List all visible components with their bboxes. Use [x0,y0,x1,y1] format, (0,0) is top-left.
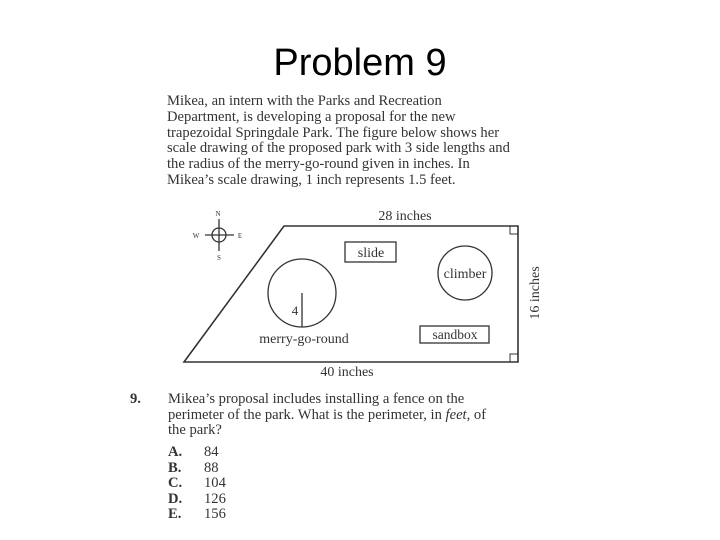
compass-west-label: W [192,232,200,240]
right-angle-marker [510,354,518,362]
choice-value: 88 [204,459,219,476]
question-line [149,423,535,439]
merry-go-round-label: merry-go-round [259,332,349,347]
page-title: Problem 9 [273,42,447,84]
choice-value: 126 [204,490,226,507]
top-length-label: 28 inches [378,209,432,224]
sandbox-label: sandbox [432,327,478,342]
choice-value: 156 [204,506,226,523]
compass-south-label: S [217,254,221,262]
question-line-text: the park? [168,422,222,439]
intro-line: Department, is developing a proposal for the new [167,108,456,125]
intro-line: Mikea’s scale drawing, 1 inch represents 1.5 feet. [167,171,456,188]
question-text [130,391,535,439]
question-emphasis: feet [445,406,467,423]
bottom-length-label: 40 inches [320,365,374,380]
question-line-text: Mikea’s proposal includes installing a fence on the [168,391,465,407]
right-angle-marker [510,226,518,234]
question-line-text: perimeter of the park. What is the perimeter, in [168,406,446,423]
intro-line: the radius of the merry-go-round given in inches. In [167,156,470,173]
radius-label: 4 [291,303,299,318]
intro-line: Mikea, an intern with the Parks and Recreation [167,93,442,109]
compass-east-label: E [237,232,243,240]
question-line [130,391,535,408]
choice-letter: E. [168,506,182,523]
answer-choice-d[interactable] [168,492,226,508]
answer-choice-c[interactable] [168,476,226,492]
answer-choice-e[interactable] [168,507,226,523]
choice-value: 104 [204,475,226,492]
question-line [149,408,535,424]
climber-label: climber [443,267,487,282]
choice-letter: C. [168,475,183,492]
choice-value: 84 [204,444,219,460]
answer-choices [168,445,226,523]
intro-line: scale drawing of the proposed park with 3 side lengths and [167,140,510,157]
slide-label: slide [357,246,385,261]
compass-north-label: N [215,210,221,218]
choice-letter: B. [168,459,182,476]
side-length-label: 16 inches [528,266,543,320]
choice-letter: A. [168,444,183,460]
compass-icon [193,210,242,262]
answer-choice-b[interactable] [168,461,226,477]
question-number: 9. [130,391,141,407]
question-line-text: , of [466,406,487,423]
intro-line: trapezoidal Springdale Park. The figure below shows her [167,124,500,141]
answer-choice-a[interactable] [168,445,226,461]
choice-letter: D. [168,490,183,507]
